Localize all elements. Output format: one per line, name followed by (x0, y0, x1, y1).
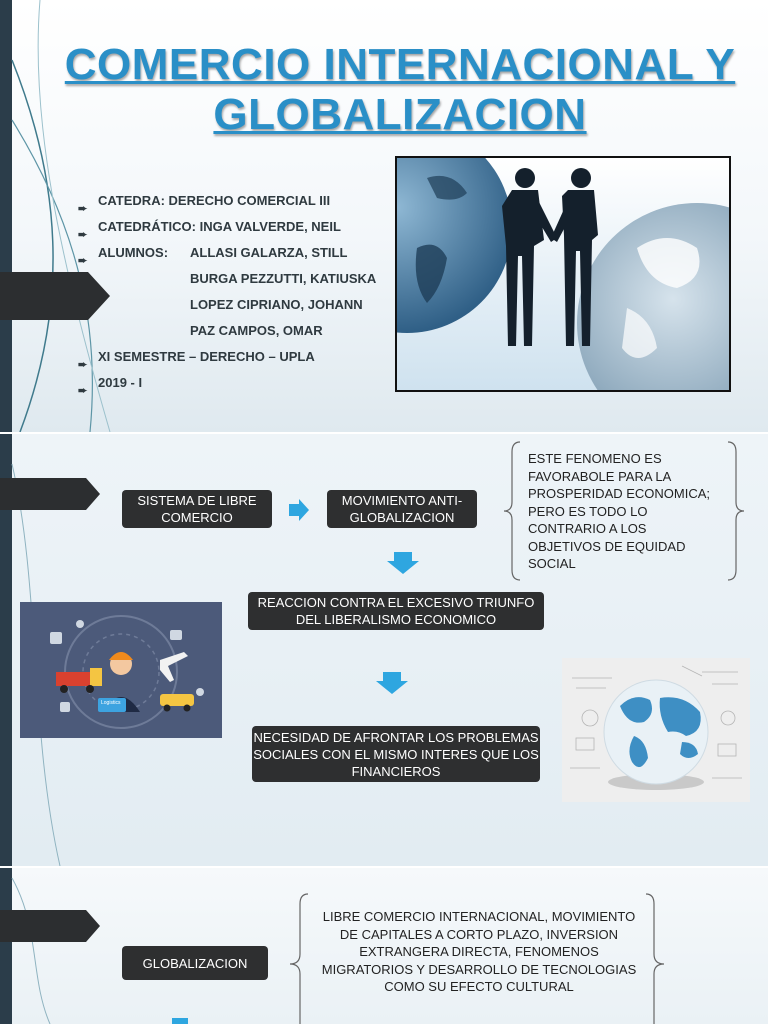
bullet-arrow-icon: ➨ (78, 359, 88, 371)
bullet-label: ALUMNOS: (98, 245, 169, 260)
box-globalizacion (122, 946, 268, 980)
bullet-arrow-icon: ➨ (78, 203, 88, 215)
box-text: MOVIMIENTO ANTI-GLOBALIZACION (341, 493, 463, 525)
arrow-right-icon (289, 499, 309, 521)
title-line-1: COMERCIO INTERNACIONAL Y (64, 40, 736, 89)
section-tab (0, 272, 112, 320)
section-tab (0, 910, 102, 942)
box-text: NECESIDAD DE AFRONTAR LOS PROBLEMAS SOCIALES CON EL MISMO INTERES QUE LOS FINANCIEROS (253, 729, 539, 779)
bullet-text: 2019 - I (98, 375, 143, 390)
student-name: PAZ CAMPOS, OMAR (190, 323, 323, 338)
title-line-2: GLOBALIZACION (213, 90, 587, 139)
logistics-illustration (20, 602, 222, 738)
page-title (60, 40, 740, 140)
box-necesidad (252, 726, 540, 782)
section-tab (0, 478, 102, 510)
bullet-text: CATEDRÁTICO: INGA VALVERDE, NEIL (98, 219, 341, 234)
slide-title (0, 0, 768, 432)
box-sistema-libre-comercio (122, 490, 272, 528)
bullet-text: XI SEMESTRE – DERECHO – UPLA (98, 349, 315, 364)
bullet-arrow-icon: ➨ (78, 255, 88, 267)
student-name: ALLASI GALARZA, STILL (190, 245, 348, 260)
bullet-text: CATEDRA: DERECHO COMERCIAL III (98, 193, 331, 208)
slide-flow (0, 434, 768, 866)
arrow-down-icon (376, 672, 408, 694)
box-reaccion (248, 592, 544, 630)
bracket-description: LIBRE COMERCIO INTERNACIONAL, MOVIMIENTO DE CAPITALES A CORTO PLAZO, INVERSION EXTRANGERA DIRECTA, FENOMENOS MIGRATORIOS Y DESARROLLO DE TECNOLOGIAS COMO SU EFECTO CULTURAL (321, 909, 637, 994)
bullet-arrow-icon: ➨ (78, 229, 88, 241)
arrow-down-icon (168, 1018, 192, 1024)
globe-doodle-image (562, 658, 750, 802)
student-name: BURGA PEZZUTTI, KATIUSKA (190, 271, 377, 286)
box-text: REACCION CONTRA EL EXCESIVO TRIUNFO DEL LIBERALISMO ECONOMICO (257, 595, 535, 627)
handshake-photo (395, 156, 731, 392)
bullet-arrow-icon: ➨ (78, 385, 88, 397)
box-movimiento-antiglobalizacion (327, 490, 477, 528)
student-name: LOPEZ CIPRIANO, JOHANN (190, 297, 363, 312)
box-text: SISTEMA DE LIBRE COMERCIO (137, 493, 257, 525)
box-text: GLOBALIZACION (142, 955, 248, 971)
logistics-label: Logistics (101, 700, 121, 706)
arrow-down-icon (387, 552, 419, 574)
bracket-description: ESTE FENOMENO ES FAVORABOLE PARA LA PROSPERIDAD ECONOMICA; PERO ES TODO LO CONTRARIO A LOS OBJETIVOS DE EQUIDAD SOCIAL (528, 451, 711, 571)
slide-globalizacion (0, 868, 768, 1024)
decorative-curves (0, 868, 100, 1024)
